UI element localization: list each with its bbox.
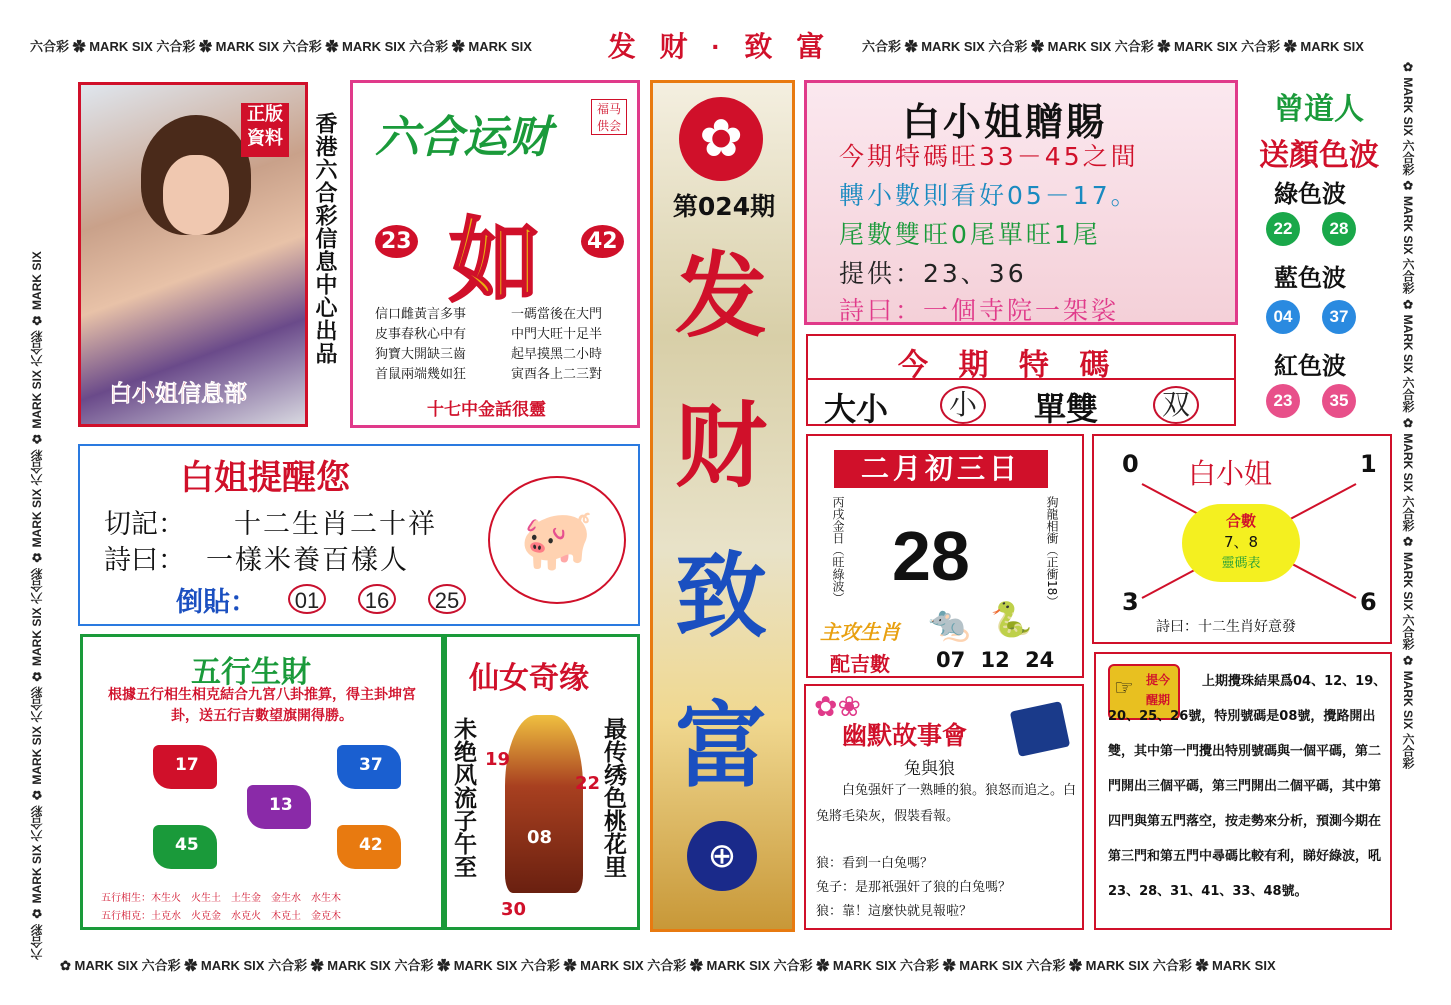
reversed-num-01: 01 bbox=[288, 584, 326, 614]
flag-num: 13 bbox=[269, 795, 293, 815]
wuxing-foot-2: 五行相克：土克水 火克金 水克火 木克土 金克木 bbox=[101, 911, 341, 922]
compass-title: 白小姐 bbox=[1188, 457, 1273, 490]
colorwave-panel bbox=[1244, 78, 1394, 428]
bottom-strip: ✿ MARK SIX 六合彩 ✿ MARK SIX 六合彩 ✿ MARK SIX 六合彩 ✿ MARK SIX 六合彩 ✿ MARK SIX 六合彩 ✿ MARK SIX 六合彩 ✿ MARK SIX 六合彩 ✿ MARK SIX 六合彩 ✿ MARK SIX 六合彩 ✿ MARK SIX bbox=[60, 958, 1276, 973]
colorwave-title-1: 曾道人 bbox=[1274, 92, 1364, 127]
reversed-label: 倒貼： bbox=[176, 587, 257, 618]
flag-earth-1 bbox=[337, 745, 401, 789]
photo-caption: 白小姐信息部 bbox=[109, 381, 247, 407]
flag-num: 45 bbox=[175, 835, 199, 855]
gift-line-3: 尾數雙旺0尾單旺1尾 bbox=[839, 220, 1101, 249]
reversed-num-25: 25 bbox=[428, 584, 466, 614]
red-wave-label: 紅色波 bbox=[1274, 352, 1346, 380]
compass-panel bbox=[1092, 434, 1392, 644]
flag-metal bbox=[153, 745, 217, 789]
poem-line: 中門大旺十足半 bbox=[511, 327, 603, 342]
calendar-header: 二月初三日 bbox=[834, 450, 1048, 488]
compass-center-title: 合數 bbox=[1225, 512, 1256, 530]
red-ball-23: 23 bbox=[1266, 384, 1300, 418]
book-icon bbox=[1010, 701, 1070, 757]
fairy-num-08: 08 bbox=[527, 827, 553, 848]
green-ball-28: 28 bbox=[1322, 212, 1356, 246]
fairy-title: 仙女奇缘 bbox=[469, 661, 589, 696]
tulips-icon: ✿❀ bbox=[814, 690, 861, 723]
photo-panel bbox=[78, 82, 308, 427]
poem-line: 首鼠兩端幾如狂 bbox=[375, 367, 467, 382]
notice-panel bbox=[1094, 652, 1392, 930]
hk-flower-emblem: ✿ bbox=[679, 97, 763, 181]
center-char-cai: 财 bbox=[675, 393, 768, 500]
compass-poem: 詩曰：十二生肖好意發 bbox=[1156, 619, 1296, 635]
gift-panel bbox=[804, 80, 1238, 325]
story-title: 幽默故事會 bbox=[842, 721, 968, 750]
special-code-panel bbox=[806, 334, 1236, 426]
gift-line-2: 轉小數則看好05－17。 bbox=[839, 181, 1139, 210]
reminder-line-2: 一樣米養百樣人 bbox=[206, 545, 409, 576]
compass-center-sub: 靈碼表 bbox=[1221, 556, 1261, 571]
pig-icon: 🐖 bbox=[488, 476, 626, 604]
red-ball-35: 35 bbox=[1322, 384, 1356, 418]
fairy-num-19: 19 bbox=[485, 749, 511, 770]
calendar-panel bbox=[806, 434, 1084, 678]
notice-hand-icon: ☞ bbox=[1114, 676, 1134, 701]
flag-num: 17 bbox=[175, 755, 199, 775]
blue-ball-04: 04 bbox=[1266, 300, 1300, 334]
compass-num-3: 3 bbox=[1122, 588, 1139, 616]
liuhe-stamp: 福马 供会 bbox=[591, 99, 627, 135]
poem-line: 狗寶大開缺三齒 bbox=[375, 347, 467, 362]
zodiac-label: 主攻生肖 bbox=[820, 620, 900, 644]
official-badge: 正版 資料 bbox=[241, 103, 289, 157]
flag-num: 42 bbox=[359, 835, 383, 855]
fairy-num-22: 22 bbox=[575, 773, 601, 794]
star-right-42: 42 bbox=[581, 225, 624, 258]
reminder-line-1: 十二生肖二十祥 bbox=[234, 509, 437, 540]
gift-line-1: 今期特碼旺33－45之間 bbox=[839, 142, 1139, 171]
parity-label: 單雙 bbox=[1034, 390, 1099, 428]
blue-ball-37: 37 bbox=[1322, 300, 1356, 334]
center-column bbox=[650, 80, 795, 932]
reminder-label-1: 切記： bbox=[104, 509, 185, 540]
right-strip: ✿ MARK SIX 六合彩 ✿ MARK SIX 六合彩 ✿ MARK SIX 六合彩 ✿ MARK SIX 六合彩 ✿ MARK SIX 六合彩 ✿ MARK SIX 六合彩 bbox=[1401, 60, 1415, 769]
story-paragraph: 白兔强奸了一熟睡的狼。狼怒而追之。白兔將毛染灰，假裝看報。 bbox=[816, 783, 1077, 824]
liuhe-footer: 十七中金話很靈 bbox=[427, 400, 546, 420]
story-line-2: 兔子：是那衹强奸了狼的白兔嗎？ bbox=[816, 880, 1012, 895]
poem-right bbox=[511, 305, 602, 385]
reversed-num-16: 16 bbox=[358, 584, 396, 614]
poem-line: 信口雌黃言多事 bbox=[375, 307, 467, 322]
parity-value: 双 bbox=[1153, 386, 1199, 424]
lucky-label: 配吉數 bbox=[830, 652, 890, 676]
special-title: 今 期 特 碼 bbox=[898, 348, 1120, 383]
calendar-right-vertical: 狗龍相衝（正衝18） bbox=[1045, 496, 1059, 608]
center-char-fu: 富 bbox=[675, 693, 768, 800]
left-strip: 六合彩 ✿ MARK SIX 六合彩 ✿ MARK SIX 六合彩 ✿ MARK SIX 六合彩 ✿ MARK SIX 六合彩 ✿ MARK SIX 六合彩 ✿ MARK SIX bbox=[30, 251, 44, 960]
snake-icon: 🐍 bbox=[990, 600, 1033, 640]
size-value: 小 bbox=[940, 386, 986, 424]
flag-num: 37 bbox=[359, 755, 383, 775]
gift-line-5: 詩曰：一個寺院一架裟 bbox=[839, 296, 1120, 325]
reminder-title: 白姐提醒您 bbox=[180, 458, 350, 498]
mark-six-logo-icon: ⊕ bbox=[687, 821, 757, 891]
gift-title: 白小姐贈賜 bbox=[902, 100, 1108, 144]
flag-water bbox=[153, 825, 217, 869]
top-strip-left: 六合彩 ✿ MARK SIX 六合彩 ✿ MARK SIX 六合彩 ✿ MARK SIX 六合彩 ✿ MARK SIX bbox=[30, 39, 532, 54]
special-divider bbox=[808, 378, 1234, 380]
center-char-zhi: 致 bbox=[675, 543, 768, 650]
big-char-ru: 如 bbox=[449, 208, 542, 315]
fairy-panel bbox=[444, 634, 640, 930]
story-subtitle: 兔與狼 bbox=[904, 759, 955, 779]
calendar-day: 28 bbox=[892, 517, 970, 595]
compass-num-0: 0 bbox=[1122, 450, 1139, 478]
poem-line: 起早摸黑二小時 bbox=[511, 347, 603, 362]
wuxing-desc: 根據五行相生相克結合九宮八卦推算，得主卦坤宮卦，送五行吉數望旗開得勝。 bbox=[108, 687, 416, 724]
wuxing-title: 五行生財 bbox=[191, 655, 311, 690]
center-char-fa: 发 bbox=[675, 243, 768, 350]
lucky-numbers: 07 12 24 bbox=[936, 648, 1055, 672]
top-strip-right: 六合彩 ✿ MARK SIX 六合彩 ✿ MARK SIX 六合彩 ✿ MARK SIX 六合彩 ✿ MARK SIX bbox=[862, 39, 1364, 54]
story-line-3: 狼：靠！這麼快就見報啦？ bbox=[816, 904, 973, 919]
flag-wood bbox=[247, 785, 311, 829]
fairy-right-vertical: 最传绣色桃花里 bbox=[600, 717, 626, 878]
calendar-left-vertical: 丙戌金日（旺綠波） bbox=[831, 496, 845, 604]
notice-badge-text: 提今 醒期 bbox=[1146, 673, 1171, 707]
green-wave-label: 綠色波 bbox=[1274, 180, 1346, 208]
compass-center-badge bbox=[1182, 504, 1300, 582]
poem-line: 一碼當後在大門 bbox=[511, 307, 603, 322]
green-ball-22: 22 bbox=[1266, 212, 1300, 246]
issue-number: 第024期 bbox=[672, 192, 776, 221]
wuxing-foot-1: 五行相生：木生火 火生土 土生金 金生水 水生木 bbox=[101, 893, 341, 904]
fairy-num-30: 30 bbox=[501, 899, 527, 920]
liuhe-title: 六合运财 bbox=[375, 112, 551, 163]
story-panel bbox=[804, 684, 1084, 930]
star-left-23: 23 bbox=[375, 225, 418, 258]
fairy-left-vertical: 未绝风流子午至 bbox=[450, 717, 476, 878]
compass-num-1: 1 bbox=[1360, 450, 1377, 478]
reminder-label-2: 詩曰： bbox=[104, 545, 185, 576]
flag-earth-2 bbox=[337, 825, 401, 869]
compass-num-6: 6 bbox=[1360, 588, 1377, 616]
poem-line: 寅酉各上二三對 bbox=[511, 367, 603, 382]
story-line-1: 狼：看到一白兔嗎？ bbox=[816, 856, 934, 871]
colorwave-title-2: 送顏色波 bbox=[1259, 138, 1379, 173]
liuhe-panel bbox=[350, 80, 640, 428]
gift-line-4: 提供：23、36 bbox=[839, 259, 1027, 288]
blue-wave-label: 藍色波 bbox=[1274, 264, 1346, 292]
buddha-figure bbox=[505, 715, 583, 893]
wuxing-panel bbox=[80, 634, 444, 930]
rat-icon: 🐀 bbox=[928, 604, 971, 644]
compass-center-nums: 7、8 bbox=[1223, 533, 1259, 551]
poem-left bbox=[375, 305, 466, 385]
top-center-slogan: 发 财 · 致 富 bbox=[607, 31, 833, 62]
portrait-face bbox=[163, 155, 229, 235]
notice-text: 上期攪珠結果爲04、12、19、20、25、26號，特別號碼是08號，攪路開出雙，其中第一門攪出特別號碼與一個平碼，第二門開出三個平碼，第三門開出二個平碼，其中第四門與第五門落空，按走勢來分析，預測今期在第三門和第五門中尋碼比較有利，睇好綠波，吼23、28、31、41、33、48號。 bbox=[1108, 674, 1387, 899]
reminder-panel bbox=[78, 444, 640, 626]
poem-line: 皮事春秋心中有 bbox=[375, 327, 467, 342]
size-label: 大小 bbox=[824, 390, 889, 428]
publisher-vertical: 香港六合彩信息中心出品 bbox=[313, 112, 338, 365]
